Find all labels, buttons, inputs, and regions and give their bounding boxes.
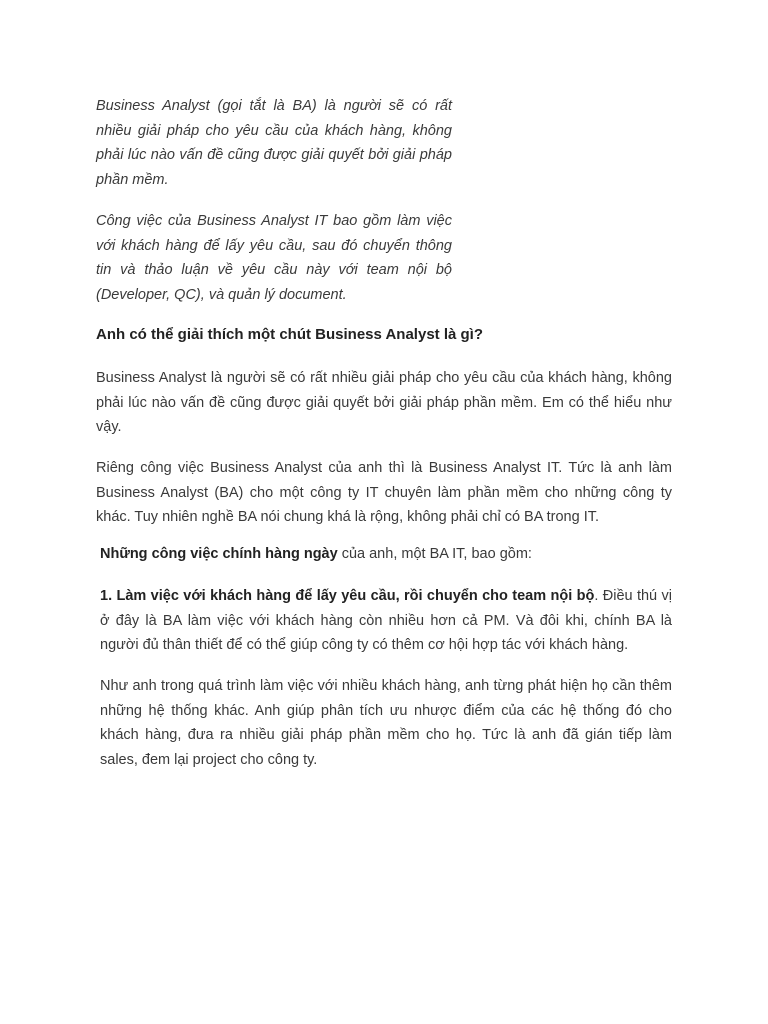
intro-quote-2: Công việc của Business Analyst IT bao gồm làm việc với khách hàng để lấy yêu cầu, sau đó chuyển thông tin và thảo luận về yêu cầu này với team nội bộ (Developer, QC), và quản lý document. [96,213,452,303]
paragraph-task-1 [100,584,672,658]
intro-quote-1: Business Analyst (gọi tắt là BA) là người sẽ có rất nhiều giải pháp cho yêu cầu của khách hàng, không phải lúc nào vấn đề cũng được giải quyết bởi giải pháp phần mềm. [96,98,452,188]
task-1-body: . Điều thú vị ở đây là BA làm việc với khách hàng còn nhiều hơn cả PM. Và đôi khi, chính BA là người đủ thân thiết để có thể giúp công ty có thêm cơ hội hợp tác với khách hàng. [100,588,672,653]
paragraph-ba-it: Riêng công việc Business Analyst của anh thì là Business Analyst IT. Tức là anh làm Business Analyst (BA) cho một công ty IT chuyên làm phần mềm cho những công ty khác. Tuy nhiên nghề BA nói chung khá là rộng, không phải chỉ có BA trong IT. [96,460,672,525]
section-heading: Anh có thể giải thích một chút Business Analyst là gì? [96,326,483,343]
paragraph-daily-tasks-intro [100,542,676,567]
task-1-title: 1. Làm việc với khách hàng để lấy yêu cầu, rồi chuyển cho team nội bộ [100,588,595,604]
paragraph-ba-definition: Business Analyst là người sẽ có rất nhiều giải pháp cho yêu cầu của khách hàng, không phải lúc nào vấn đề cũng được giải quyết bởi giải pháp phần mềm. Em có thể hiểu như vậy. [96,370,672,435]
paragraph-sales-story: Như anh trong quá trình làm việc với nhiều khách hàng, anh từng phát hiện họ cần thêm những hệ thống khác. Anh giúp phân tích ưu nhược điểm của các hệ thống đó cho khách hàng, đưa ra nhiều giải pháp phần mềm cho họ. Tức là anh đã gián tiếp làm sales, đem lại project cho công ty. [100,678,672,768]
daily-tasks-rest: của anh, một BA IT, bao gồm: [337,546,532,562]
daily-tasks-bold: Những công việc chính hàng ngày [100,546,338,562]
